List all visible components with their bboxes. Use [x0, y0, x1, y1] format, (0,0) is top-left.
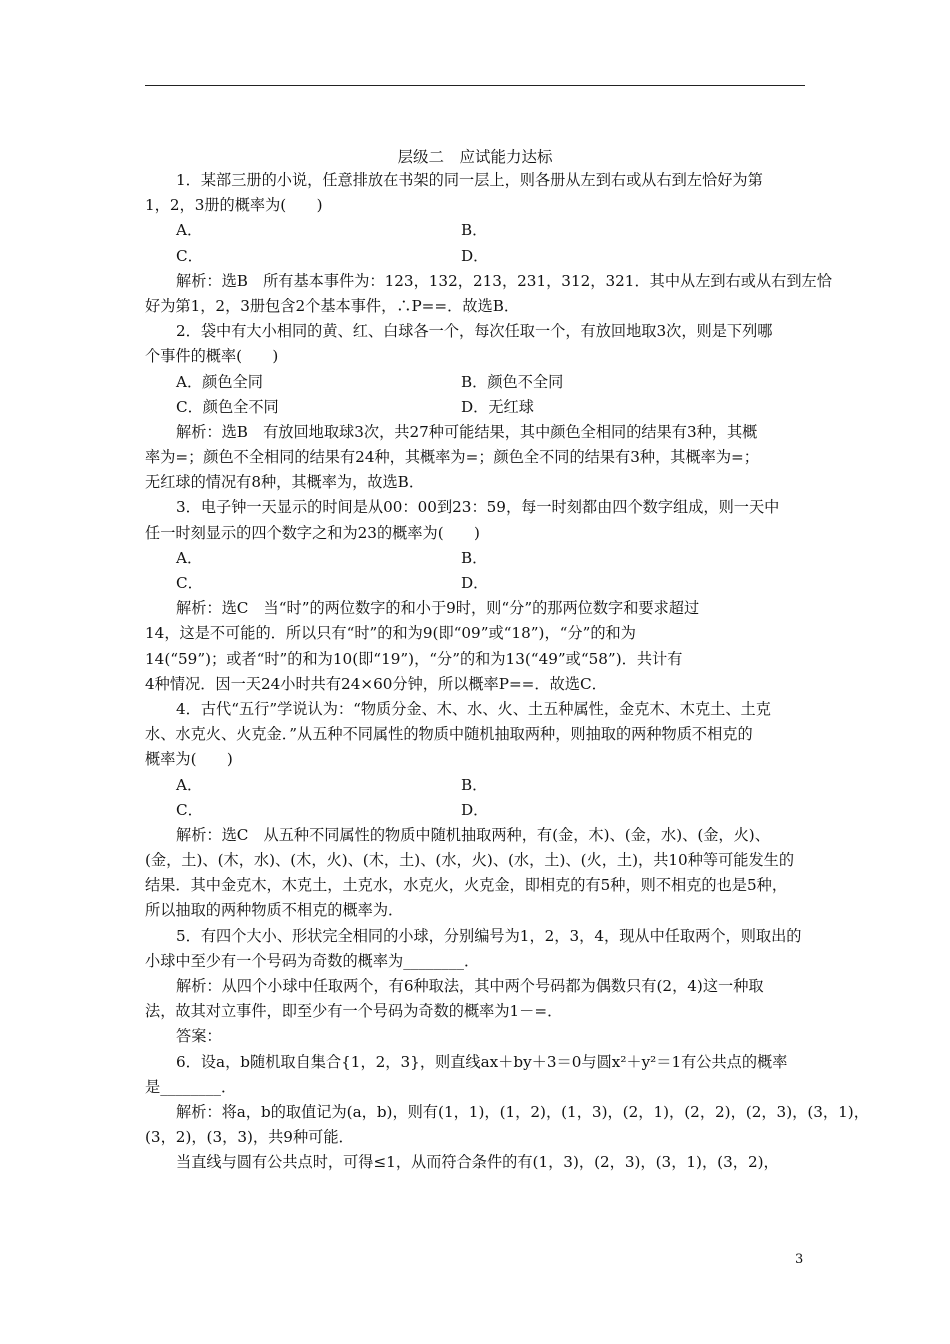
- option-left: A．颜色全同: [176, 372, 263, 391]
- text-line: 1．某部三册的小说，任意排放在书架的同一层上，则各册从左到右或从右到左恰好为第: [176, 171, 763, 189]
- option-row: [145, 546, 810, 571]
- option-left: A．: [176, 775, 203, 794]
- text-line: 所以抽取的两种物质不相克的概率为．: [145, 901, 404, 920]
- text-line: 解析：选B 所有基本事件为：123，132，213，231，312，321．其中从左到右或从右到左恰: [176, 271, 832, 290]
- option-row: [145, 218, 810, 243]
- option-right: D．: [461, 246, 489, 265]
- option-left: C．: [176, 800, 203, 819]
- header-rule: [145, 85, 805, 86]
- text-line: 任一时刻显示的四个数字之和为23的概率为( ): [145, 523, 480, 542]
- option-right: D．: [461, 574, 489, 592]
- section-title: 层级二 应试能力达标: [397, 148, 553, 166]
- option-row: [145, 395, 810, 420]
- text-line: 解析：从四个小球中任取两个，有6种取法，其中两个号码都为偶数只有(2，4)这一种取: [176, 977, 764, 995]
- option-row: [145, 773, 810, 798]
- text-line: 法，故其对立事件，即至少有一个号码为奇数的概率为1－=．: [145, 1002, 563, 1021]
- text-line: 14(“59”)；或者“时”的和为10(即“19”)，“分”的和为13(“49”或“58”)．共计有: [145, 649, 683, 668]
- text-line: 解析：选B 有放回地取球3次，共27种可能结果，其中颜色全相同的结果有3种，其概: [176, 422, 758, 441]
- text-line: 答案：: [176, 1027, 222, 1046]
- option-left: A．: [176, 221, 203, 240]
- option-row: [145, 244, 810, 269]
- text-line: 无红球的情况有8种，其概率为，故选B．: [145, 473, 425, 492]
- option-row: [145, 798, 810, 823]
- text-line: 概率为( ): [145, 750, 233, 769]
- text-line: 4．古代“五行”学说认为：“物质分金、木、水、火、土五种属性，金克木、木克土、土克: [176, 699, 771, 718]
- option-left: C．: [176, 574, 203, 592]
- text-line: 个事件的概率( ): [145, 347, 279, 366]
- text-line: 1，2，3册的概率为( ): [145, 196, 323, 215]
- document-body: [145, 168, 869, 1176]
- text-line: 5．有四个大小、形状完全相同的小球，分别编号为1，2，3，4，现从中任取两个，则取出的: [176, 926, 802, 945]
- text-line: 好为第1，2，3册包含2个基本事件，∴P==．故选B．: [145, 296, 520, 315]
- option-left: C．颜色全不同: [176, 397, 279, 416]
- text-line: 解析：选C 从五种不同属性的物质中随机抽取两种，有(金，木)、(金，水)、(金，火)、: [176, 825, 770, 844]
- option-row: [145, 571, 810, 596]
- text-line: 解析：选C 当“时”的两位数字的和小于9时，则“分”的那两位数字和要求超过: [176, 599, 700, 618]
- text-line: 14，这是不可能的．所以只有“时”的和为9(即“09”或“18”)，“分”的和为: [145, 624, 636, 643]
- option-row: [145, 370, 810, 395]
- option-left: C．: [176, 246, 203, 265]
- option-right: B．: [461, 221, 488, 240]
- text-line: 是________．: [145, 1077, 237, 1096]
- text-line: 4种情况．因一天24小时共有24×60分钟，所以概率P==．故选C．: [145, 674, 607, 693]
- text-line: 率为=；颜色不全相同的结果有24种，其概率为=；颜色全不同的结果有3种，其概率为=；: [145, 448, 759, 467]
- option-left: A．: [176, 548, 203, 567]
- text-line: 2．袋中有大小相同的黄、红、白球各一个，每次任取一个，有放回地取3次，则是下列哪: [176, 322, 773, 341]
- text-line: 3．电子钟一天显示的时间是从00：00到23：59，每一时刻都由四个数字组成，则一天中: [176, 498, 780, 517]
- text-line: 结果．其中金克木，木克土，土克水，水克火，火克金，即相克的有5种，则不相克的也是5种，: [145, 876, 788, 895]
- text-line: 小球中至少有一个号码为奇数的概率为________．: [145, 951, 480, 970]
- text-line: 6．设a，b随机取自集合{1，2，3}，则直线ax＋by＋3＝0与圆x²＋y²＝1有公共点的概率: [176, 1052, 788, 1071]
- text-line: 当直线与圆有公共点时，可得≤1，从而符合条件的有(1，3)，(2，3)，(3，1)，(3，2)，: [176, 1153, 779, 1172]
- text-line: (金，土)、(木，水)、(木，火)、(木，土)、(水，火)、(水，土)、(火，土)，共10种等可能发生的: [145, 851, 795, 870]
- text-line: (3，2)，(3，3)，共9种可能．: [145, 1128, 354, 1147]
- option-right: B．: [461, 548, 488, 567]
- option-right: D．: [461, 800, 489, 819]
- page-number: 3: [795, 1252, 804, 1267]
- text-line: 解析：将a，b的取值记为(a，b)，则有(1，1)，(1，2)，(1，3)，(2，1)，(2，2)，(2，3)，(3，1)，: [176, 1102, 869, 1121]
- text-line: 水、水克火、火克金．”从五种不同属性的物质中随机抽取两种，则抽取的两种物质不相克的: [145, 725, 753, 744]
- option-right: B．颜色不全同: [461, 372, 564, 391]
- option-right: D．无红球: [461, 397, 534, 416]
- option-right: B．: [461, 775, 488, 794]
